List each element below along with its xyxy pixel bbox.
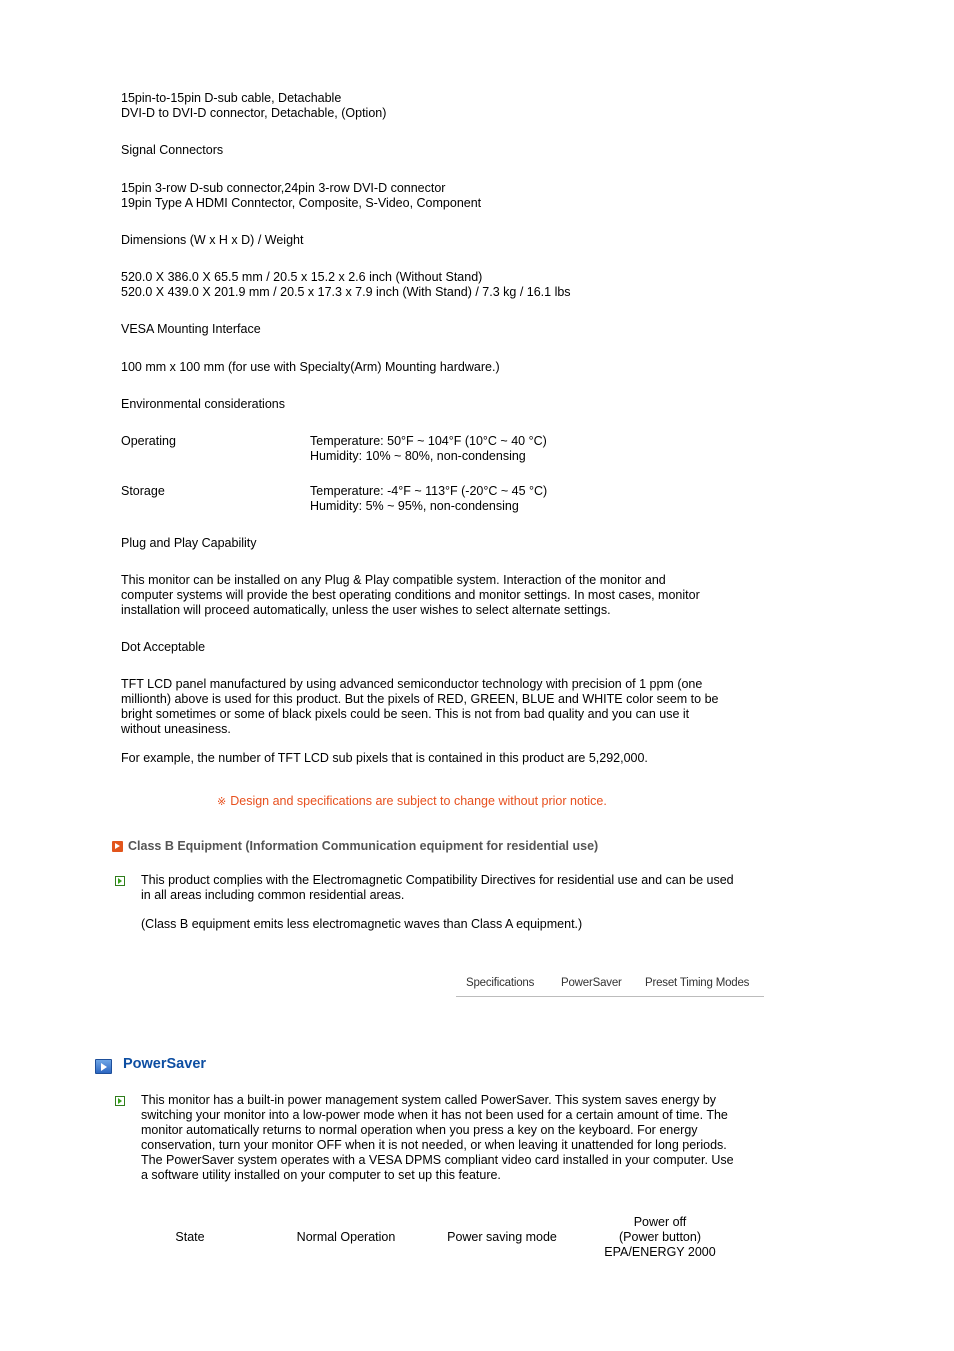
nav-powersaver-link[interactable]: PowerSaver bbox=[561, 977, 622, 989]
operating-humidity: Humidity: 10% ~ 80%, non-condensing bbox=[310, 449, 526, 463]
class-b-title: Class B Equipment (Information Communication equipment for residential use) bbox=[128, 839, 599, 853]
power-off-line-1: Power off bbox=[633, 1215, 687, 1229]
powersaver-text: This monitor has a built-in power management system called PowerSaver. This system saves energy by switching your monitor into a low-power mode when it has not been used for a certain amount of time. The monitor automatically returns to normal operation when you press a key on the keyboard. For energy conservation, turn your monitor OFF when it is not needed, or when leaving it unattended for long periods. The PowerSaver system operates with a VESA DPMS compliant video card installed in your computer. Use a software utility installed on your computer to set up this feature. bbox=[141, 1093, 734, 1182]
operating-temp: Temperature: 50°F ~ 104°F (10°C ~ 40 °C) bbox=[310, 434, 547, 448]
cable-line-2: DVI-D to DVI-D connector, Detachable, (Option) bbox=[121, 106, 387, 120]
signal-line-2: 19pin Type A HDMI Conntector, Composite, S-Video, Component bbox=[121, 196, 482, 210]
cable-info bbox=[121, 91, 386, 121]
class-b-text-2: (Class B equipment emits less electromagnetic waves than Class A equipment.) bbox=[141, 917, 583, 931]
power-off-line-3: EPA/ENERGY 2000 bbox=[604, 1245, 716, 1259]
notice-text: Design and specifications are subject to change without prior notice. bbox=[230, 794, 607, 808]
dimensions-line-2: 520.0 X 439.0 X 201.9 mm / 20.5 x 17.3 x 7.9 inch (With Stand) / 7.3 kg / 16.1 lbs bbox=[121, 285, 571, 299]
header-state: State bbox=[175, 1230, 205, 1244]
notice-mark-icon: ※ bbox=[217, 796, 227, 808]
bullet-arrow-icon bbox=[115, 1096, 125, 1106]
signal-connectors-value bbox=[121, 181, 481, 211]
storage-humidity: Humidity: 5% ~ 95%, non-condensing bbox=[310, 499, 519, 513]
environment-heading: Environmental considerations bbox=[121, 397, 285, 411]
arrow-right-icon bbox=[112, 841, 123, 852]
section-nav bbox=[456, 972, 764, 997]
dot-acceptable-heading: Dot Acceptable bbox=[121, 640, 206, 654]
operating-label: Operating bbox=[121, 434, 176, 448]
nav-preset-timing-link[interactable]: Preset Timing Modes bbox=[645, 977, 750, 989]
vesa-value: 100 mm x 100 mm (for use with Specialty(Arm) Mounting hardware.) bbox=[121, 360, 500, 374]
section-arrow-icon bbox=[95, 1059, 112, 1074]
powersaver-title: PowerSaver bbox=[123, 1056, 207, 1072]
storage-label: Storage bbox=[121, 484, 165, 498]
header-power-saving: Power saving mode bbox=[447, 1230, 557, 1244]
plug-play-heading: Plug and Play Capability bbox=[121, 536, 257, 550]
power-off-line-2: (Power button) bbox=[619, 1230, 701, 1244]
signal-connectors-heading: Signal Connectors bbox=[121, 143, 224, 157]
dot-acceptable-text-2: For example, the number of TFT LCD sub pixels that is contained in this product are 5,292,000. bbox=[121, 751, 648, 765]
storage-temp: Temperature: -4°F ~ 113°F (-20°C ~ 45 °C) bbox=[310, 484, 548, 498]
header-power-off bbox=[585, 1215, 735, 1260]
plug-play-text: This monitor can be installed on any Plug & Play compatible system. Interaction of the monitor and computer systems will provide the best operating conditions and monitor settings. In most cases, monitor installation will proceed automatically, unless the user wishes to select alternate settings. bbox=[121, 573, 700, 617]
spec-change-notice bbox=[217, 794, 607, 810]
nav-specifications-link[interactable]: Specifications bbox=[466, 977, 535, 989]
class-b-text-1: This product complies with the Electromagnetic Compatibility Directives for residential use and can be used in all areas including common residential areas. bbox=[141, 873, 734, 902]
dimensions-value bbox=[121, 270, 571, 300]
storage-value bbox=[310, 484, 547, 514]
operating-value bbox=[310, 434, 547, 464]
dimensions-line-1: 520.0 X 386.0 X 65.5 mm / 20.5 x 15.2 x 2.6 inch (Without Stand) bbox=[121, 270, 483, 284]
dimensions-heading: Dimensions (W x H x D) / Weight bbox=[121, 233, 304, 247]
dot-acceptable-text-1: TFT LCD panel manufactured by using advanced semiconductor technology with precision of 1 ppm (one millionth) above is used for this product. But the pixels of RED, GREEN, BLUE and WHITE color seem to be bright sometimes or some of black pixels could be seen. This is not from bad quality and you can use it without uneasiness. bbox=[121, 677, 719, 736]
header-normal-operation: Normal Operation bbox=[296, 1230, 396, 1244]
vesa-heading: VESA Mounting Interface bbox=[121, 322, 261, 336]
bullet-arrow-icon bbox=[115, 876, 125, 886]
cable-line-1: 15pin-to-15pin D-sub cable, Detachable bbox=[121, 91, 342, 105]
signal-line-1: 15pin 3-row D-sub connector,24pin 3-row DVI-D connector bbox=[121, 181, 446, 195]
